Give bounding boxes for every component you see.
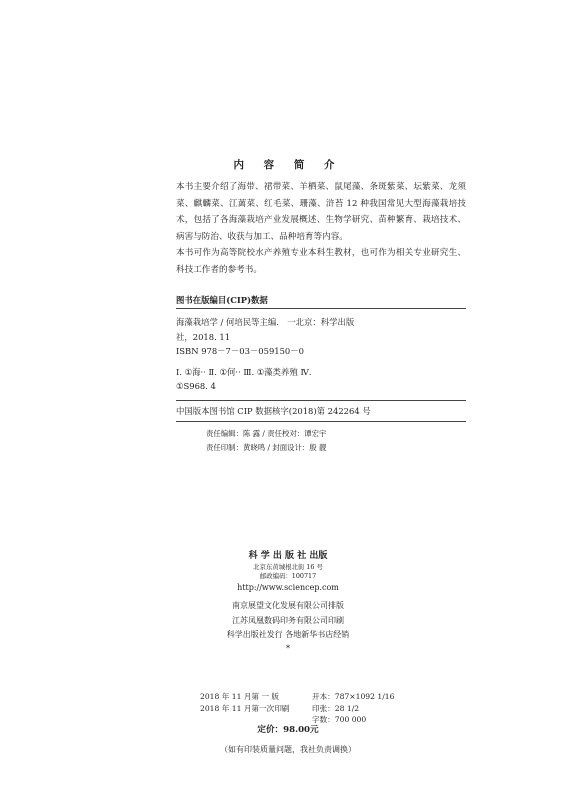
cip-record-number: 中国版本图书馆 CIP 数据核字(2018)第 242264 号	[176, 405, 371, 416]
staff-line-1: 责任编辑：陈 露 / 责任校对：谭宏宇	[206, 429, 327, 438]
typesetter-line: 南京展望文化发展有限公司排版	[232, 601, 344, 610]
cip-isbn: ISBN 978－7－03－059150－0	[176, 346, 304, 356]
cip-entry-line-1: 海藻栽培学 / 何培民等主编． 一北京：科学出版	[176, 317, 355, 327]
staff-credits	[206, 427, 456, 454]
separator-star: *	[286, 644, 290, 653]
cip-classification-1: Ⅰ. ①海·· Ⅱ. ①何·· Ⅲ. ①藻类养殖 Ⅳ.	[176, 366, 312, 377]
cip-data-block	[176, 292, 466, 422]
cip-bottom-rule	[176, 421, 466, 422]
summary-paragraph-1: 本书主要介绍了海带、裙带菜、羊栖菜、鼠尾藻、条斑紫菜、坛紫菜、龙须菜、麒麟菜、江蓠菜、红毛菜、珊藻、浒苔 12 种我国常见大型海藻栽培技术，包括了各海藻栽培产业发展概述、生物学研究、苗种繁育、栽培技术、病害与防治、收获与加工、品种培育等内容。	[176, 182, 466, 242]
cip-classification-2: ①S968. 4	[176, 381, 216, 391]
content-summary	[176, 179, 466, 278]
page-title: 内 容 简 介	[233, 159, 343, 171]
distributor-line: 科学出版社发行 各地新华书店经销	[226, 630, 350, 639]
publisher-postcode: 邮政编码：100717	[259, 572, 317, 580]
cip-entry-line-2: 社，2018. 11	[176, 331, 231, 342]
printer-line: 江苏凤凰数码印务有限公司印刷	[232, 616, 344, 625]
staff-line-2: 责任印制：黄晓鸣 / 封面设计：殷 靓	[206, 442, 327, 452]
price: 定价：98.00元	[257, 725, 319, 735]
publisher-address: 北京东黄城根北街 16 号	[253, 563, 323, 571]
publisher-block	[0, 549, 576, 657]
quality-note: （如有印装质量问题，我社负责调换）	[220, 745, 356, 754]
specs-row-2	[200, 703, 410, 715]
word-count: 字数：700 000	[312, 715, 367, 724]
specs-row-1	[200, 691, 410, 703]
publisher-name: 科 学 出 版 社 出版	[248, 551, 328, 561]
cip-header: 图书在版编目(CIP)数据	[176, 295, 268, 305]
sheet-count: 印张：28 1/2	[312, 703, 360, 713]
summary-paragraph-2: 本书可作为高等院校水产养殖专业本科生教材，也可作为相关专业研究生、科技工作者的参考书。	[176, 248, 466, 275]
format-size: 开本：787×1092 1/16	[312, 692, 395, 701]
edition-date: 2018 年 11 月第 一 版	[200, 692, 280, 701]
cip-mid-rule	[176, 400, 466, 401]
publisher-website: http://www.sciencep.com	[237, 583, 339, 592]
edition-specs	[200, 691, 410, 726]
printing-date: 2018 年 11 月第一次印刷	[200, 703, 290, 713]
